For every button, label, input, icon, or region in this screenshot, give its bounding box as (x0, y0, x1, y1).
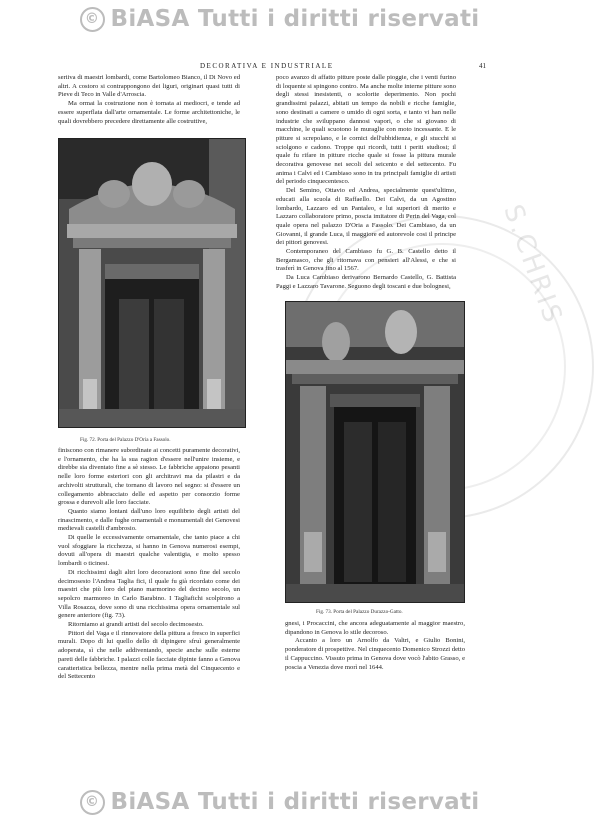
copyright-icon: © (80, 790, 105, 815)
right-column-top-text (276, 74, 456, 292)
right-column-bottom-text (285, 620, 465, 672)
paragraph: Ma ormai la costruzione non è tornata ai mediocri, e tende ad essere superflata dall'arte ornamentale. Le forme architettoniche, le quali dovrebbero precedere direttamente alle costruttive, (58, 100, 240, 125)
paragraph: Da Luca Cambiaso derivarono Bernardo Castello, G. Battista Paggi e Lazzaro Tavarone. Seguono degli toscani e due bolognesi, (276, 274, 456, 290)
paragraph: Del Semino, Ottavio ed Andrea, specialmente quest'ultimo, educati alla scuola di Raffaello. Dei Calvi, da un Agostino lombardo, Lazzaro ed un Pantaleo, e lui superiori di merito e Lazzaro collaboratore primo, poscia imitatore di Perin del Vaga, col quale opera nel palazzo D'Oria a Fassolo. Dei Cambiaso, da un Giovanni, il grande Luca, il maggiore ed autorevole cosi il principe dei pittori genovesi. (276, 187, 456, 247)
paragraph: Di quelle le eccessivamente ornamentale, che tanto piace a chi vuol sfoggiare la ricchezza, si hanno in Genova numerosi esempi, dovuti all'opera di maestri qualche valentigia, e molto spesso lombardi o ticinesi. (58, 534, 240, 568)
watermark-banner-text: BiASA Tutti i diritti riservati (110, 789, 480, 815)
figure-73-caption: Fig. 73. Porta del Palazzo Durazzo-Gatto. (316, 609, 403, 615)
page-number: 41 (479, 62, 486, 70)
left-column-top-text (58, 74, 240, 126)
paragraph: Quanto siamo lontani dall'uno loro equilibrio degli artisti del rinascimento, e dalle fughe ornamentali e monumentali dei Genovesi medievali castelli d'ambrosio. (58, 507, 240, 533)
paragraph: seriiva di maestri lombardi, come Bartolomeo Bianco, il Di Novo ed altri. A costoro si contrappongono dei liguri, originari quasi tutti di Pieve di Teco in Valle d'Arroscia. (58, 74, 240, 99)
paragraph: gnesi, i Procaccini, che ancora adeguatamente al maggior maestro, dipandono in Genova lo stile decoroso. (285, 620, 465, 636)
left-column-bottom-text (58, 447, 240, 682)
figure-73-photo (285, 301, 465, 603)
paragraph: Accanto a loro un Arnolfo da Valtri, e Giulio Bonini, ponderatore di prospettive. Nel cinquecento Domenico Strozzi detto il Cappuccino. Vissuto prima in Genova dove vocò l'abito Grasso, e poscia a Venezia dove morì nel 1644. (285, 637, 465, 671)
figure-72-caption: Fig. 72. Porta del Palazzo D'Oria a Fassolo. (80, 437, 171, 443)
paragraph: poco avanzo di affatto pitture poste dalle pioggie, che i venti furino di loquente si spingono contro. Ma anche molte interne pitture sono degli stessi inesistenti, o scolorite deperimento. Non pochi grandissimi palazzi, abitati un tempo da nobili e ricche famiglie, sono destinati a camere o umido di ogni sorta, e tanto vi han nelle industrie che sviluppano dannosi vapori, o che si giovano di macchine, le quali scuotono le muraglie con moto incessante. E le pitture si screpolano, e le cornici dell'ubbidienza, e gli stucchi si sciolgono e cadono. Troppe qui ricordi, tutti i periti studiosi; il quale fu rifare in pitture ricche quale si fosse la pittura murale decorativa genovese nei secoli del seicento e del settecento. Fu anima i Calvi ed i Cambiaso sono in tra principali famiglie di artisti del periodo cinquecentesco. (276, 74, 456, 186)
paragraph: finiscono con rimanere subordinate ai concetti puramente decorativi, e l'ornamento, che ha la sua ragion d'essere nell'unire insieme, e direbbe sia diventato fine a sè stesso. Le fabbriche appaiono pesanti nelle loro forme esteriori con gli architravi ma da pilastri e da archivolti strutturali, che tornano di lavoro nel segno: si d'essere un collegamento abbracciato delle ed aspetto per consorzio forme grossa e durevoli alle loro facciate. (58, 447, 240, 507)
copyright-icon: © (80, 7, 105, 32)
figure-72-photo (58, 138, 246, 428)
paragraph: Ritorniamo ai grandi artisti del secolo decimosesto. (68, 621, 204, 629)
watermark-banner-bottom (0, 783, 559, 821)
watermark-banner-text: BiASA Tutti i diritti riservati (110, 6, 480, 32)
running-title: DECORATIVA E INDUSTRIALE (200, 62, 334, 70)
doorway-photo-drawing (286, 302, 464, 602)
paragraph: Contemporaneo del Cambiaso fu G. B. Castello detto il Bergamasco, che gli ritornava con pensieri all'Alessi, e che si trasferì in Genova fino al 1567. (276, 248, 456, 273)
paragraph: Di ricchissimi dagli altri loro decorazioni sono fine del secolo decimosesto l'Andrea Taglia fici, il quale fu già ricordato come dei maestri che più loro del piano marmorino del decimo secolo, un sepolcro marmoreo in Carlo Barabino. I Tagliafichi scolpirono a Villa Rosazza, dove sono di una ricchissima opera ornamentale sul genere anteriore (fig. 73). (58, 568, 240, 620)
doorway-photo-drawing (59, 139, 245, 427)
stamp-watermark-text: S.CHRIS (497, 200, 569, 330)
paragraph: Pittori del Vaga e il rinnovatore della pittura a fresco in superfici murali. Dopo di lui quello dello di dipingere sfruì generalmente adoperata, sì che nelle addiventando, specie anche sulle esterne pareti delle fabbriche. I palazzi colle facciate dipinte fanno a Genova caratteristica bellezza, mentre nella prima metà del Cinquecento e del Settecento (58, 629, 240, 681)
